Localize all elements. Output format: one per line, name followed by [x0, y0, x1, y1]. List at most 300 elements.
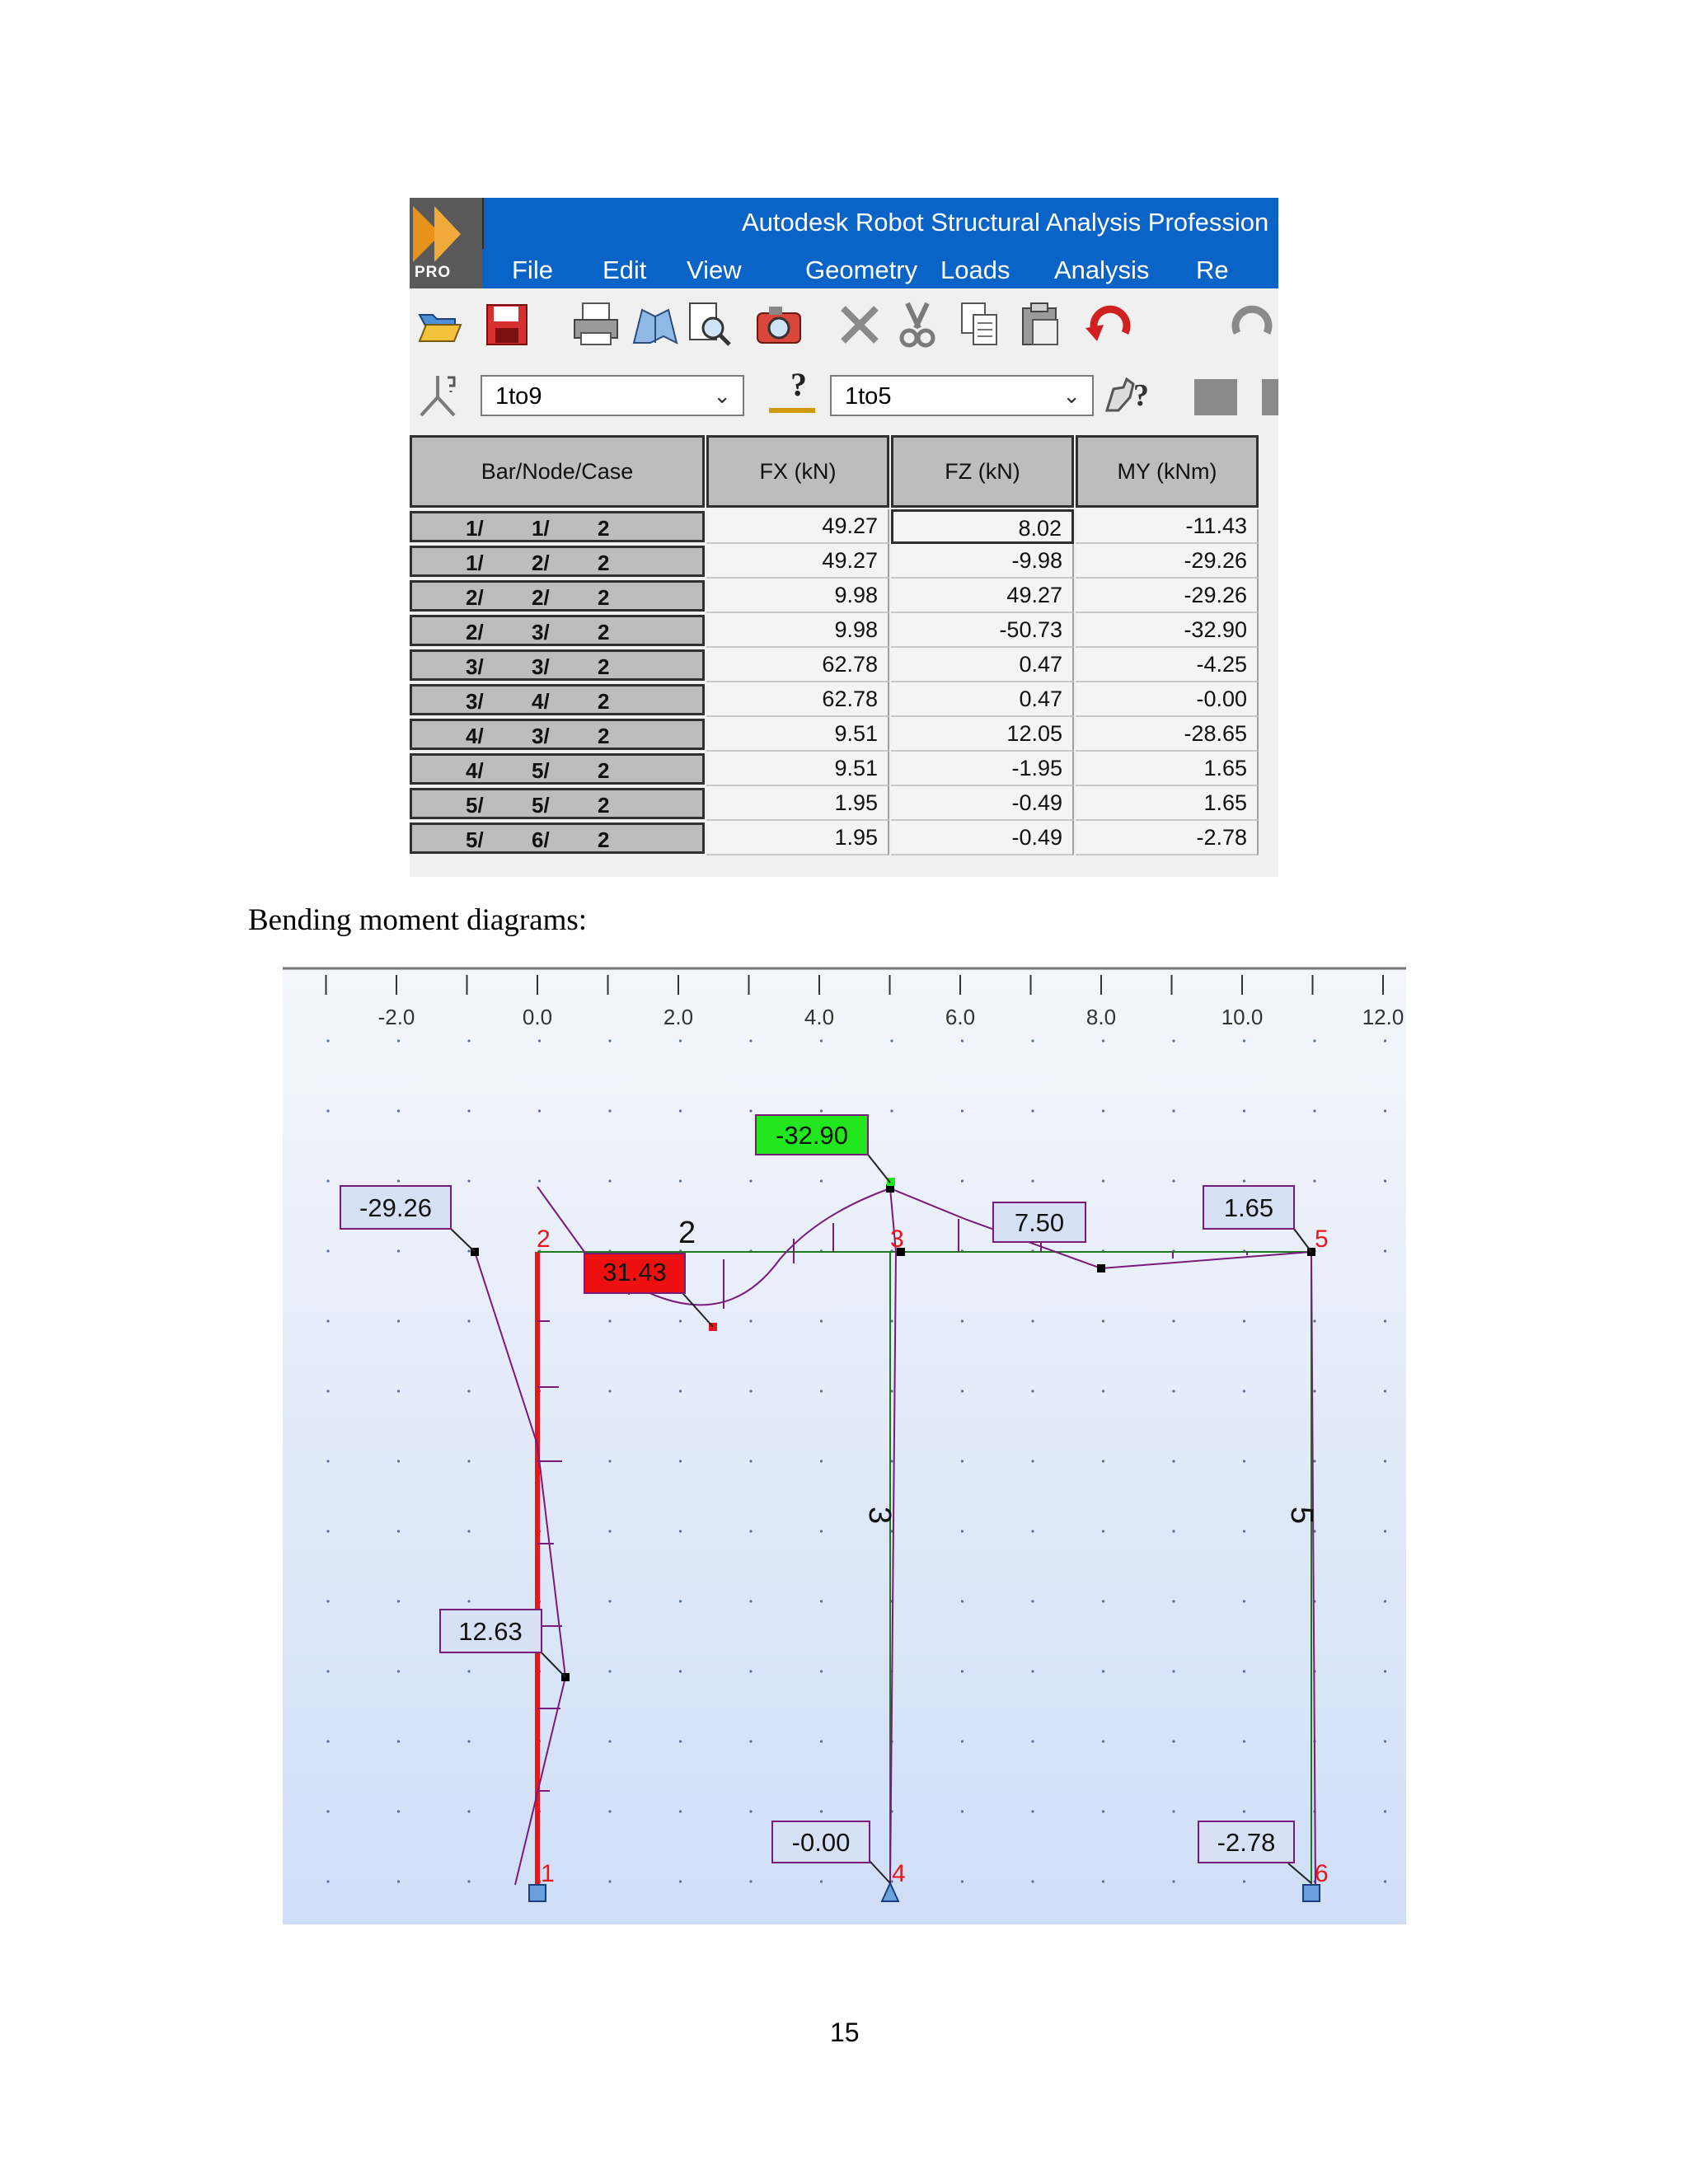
grid-dot [961, 1179, 964, 1182]
camera-icon[interactable] [754, 300, 804, 349]
grid-dot [749, 1109, 752, 1112]
diagram-background [283, 967, 1406, 1924]
value-label[interactable] [772, 1821, 870, 1863]
grid-dot [397, 1530, 400, 1532]
undo-icon[interactable] [1084, 300, 1133, 349]
ruler-tick-label: 4.0 [804, 1005, 835, 1029]
menu-geometry[interactable]: Geometry [805, 255, 918, 284]
grid-dot [397, 1039, 400, 1042]
caption: Bending moment diagrams: [248, 903, 588, 937]
help-hand-icon[interactable] [1102, 373, 1155, 419]
grid-dot [1031, 1810, 1034, 1812]
grid-dot [1031, 1740, 1034, 1742]
grid-dot [467, 1670, 470, 1672]
grid-dot [1243, 1460, 1245, 1462]
node-label: 3 [890, 1226, 904, 1253]
grid-dot [467, 1109, 470, 1112]
grid-dot [820, 1880, 823, 1882]
grid-dot [1172, 1810, 1175, 1812]
bars-selection-value: 1to9 [495, 383, 542, 410]
svg-text:-2.78: -2.78 [1217, 1828, 1276, 1857]
fz-cell[interactable]: -0.49 [891, 821, 1074, 855]
grid-dot [679, 1109, 682, 1112]
row-header[interactable]: 4/ 3/ 2 [410, 719, 705, 750]
grid-dot [961, 1810, 964, 1812]
grid-dot [1384, 1670, 1386, 1672]
grid-dot [1102, 1530, 1104, 1532]
fz-cell[interactable]: 12.05 [891, 717, 1074, 752]
grid-dot [1172, 1390, 1175, 1392]
grid-dot [326, 1179, 329, 1182]
grid-dot [326, 1460, 329, 1462]
grid-dot [467, 1600, 470, 1602]
grid-dot [820, 1039, 823, 1042]
svg-text:1.65: 1.65 [1223, 1193, 1274, 1222]
ruler-tick-label: 8.0 [1085, 1005, 1117, 1029]
grid-dot [1384, 1109, 1386, 1112]
grid-dot [679, 1670, 682, 1672]
grid-dot [679, 1319, 682, 1322]
grid-dot [961, 1530, 964, 1532]
grid-dot [467, 1880, 470, 1882]
grid-dot [961, 1390, 964, 1392]
ruler-tick-label: -2.0 [377, 1005, 415, 1029]
my-cell[interactable]: 1.65 [1076, 786, 1259, 821]
node-label: 4 [892, 1860, 906, 1887]
svg-text:?: ? [1133, 378, 1149, 413]
grid-dot [1102, 1179, 1104, 1182]
grid-dot [1031, 1179, 1034, 1182]
row-header[interactable]: 3/ 3/ 2 [410, 649, 705, 681]
node-label: 2 [537, 1226, 551, 1253]
fz-cell[interactable]: -0.49 [891, 786, 1074, 821]
menu-edit[interactable]: Edit [603, 255, 647, 284]
grid-dot [1031, 1670, 1034, 1672]
grid-dot [1384, 1460, 1386, 1462]
fx-cell[interactable]: 1.95 [706, 821, 889, 855]
grid-dot [749, 1179, 752, 1182]
svg-text:-29.26: -29.26 [359, 1193, 432, 1222]
menu-file[interactable]: File [512, 255, 553, 284]
fz-cell[interactable]: 8.02 [891, 509, 1074, 544]
row-header[interactable]: 5/ 6/ 2 [410, 823, 705, 854]
bar-label: 2 [678, 1216, 696, 1250]
results-table [410, 435, 1278, 877]
grid-dot [608, 1670, 611, 1672]
grid-dot [820, 1319, 823, 1322]
row-header[interactable]: 2/ 3/ 2 [410, 615, 705, 646]
table-row[interactable] [410, 613, 1278, 648]
value-label[interactable] [340, 1186, 451, 1229]
fz-cell[interactable]: 49.27 [891, 579, 1074, 613]
grid-dot [961, 1109, 964, 1112]
svg-text:12.63: 12.63 [458, 1617, 523, 1646]
fx-cell[interactable]: 49.27 [706, 544, 889, 579]
print-icon[interactable] [571, 300, 621, 349]
grid-dot [1243, 1039, 1245, 1042]
grid-dot [1102, 1319, 1104, 1322]
grid-dot [326, 1670, 329, 1672]
value-label[interactable] [993, 1202, 1085, 1242]
my-cell[interactable]: -11.43 [1076, 509, 1259, 544]
ruler-tick-label: 10.0 [1221, 1005, 1264, 1029]
print-preview-icon[interactable] [631, 300, 680, 349]
grid-dot [820, 1530, 823, 1532]
value-label[interactable] [440, 1610, 542, 1652]
grid-dot [961, 1039, 964, 1042]
grid-dot [608, 1390, 611, 1392]
grid-dot [608, 1880, 611, 1882]
grid-dot [1313, 1460, 1315, 1462]
svg-text:31.43: 31.43 [603, 1258, 667, 1286]
grid-dot [749, 1530, 752, 1532]
row-header[interactable]: 5/ 5/ 2 [410, 788, 705, 819]
cases-selection-value: 1to5 [845, 383, 892, 410]
svg-text:7.50: 7.50 [1014, 1208, 1065, 1237]
value-label-max[interactable] [756, 1115, 868, 1155]
row-header[interactable]: 1/ 2/ 2 [410, 546, 705, 577]
col-header-bar-node-case[interactable]: Bar/Node/Case [410, 435, 705, 508]
table-row[interactable] [410, 717, 1278, 752]
open-icon[interactable] [415, 300, 464, 349]
grid-dot [961, 1670, 964, 1672]
grid-dot [326, 1530, 329, 1532]
grid-dot [1243, 1880, 1245, 1882]
fx-cell[interactable]: 1.95 [706, 786, 889, 821]
svg-text:?: ? [790, 369, 807, 403]
grid-dot [397, 1810, 400, 1812]
row-header[interactable]: 4/ 5/ 2 [410, 753, 705, 785]
grid-dot [961, 1880, 964, 1882]
grid-dot [467, 1319, 470, 1322]
my-cell[interactable]: -29.26 [1076, 579, 1259, 613]
grid-dot [1243, 1109, 1245, 1112]
grid-dot [1102, 1390, 1104, 1392]
grid-dot [1384, 1179, 1386, 1182]
grid-dot [1243, 1390, 1245, 1392]
logo-text: PRO [415, 264, 452, 281]
grid-dot [1102, 1810, 1104, 1812]
my-cell[interactable]: -4.25 [1076, 648, 1259, 682]
grid-dot [749, 1039, 752, 1042]
my-cell[interactable]: -0.00 [1076, 682, 1259, 717]
grid-dot [1313, 1319, 1315, 1322]
copy-icon[interactable] [955, 300, 1005, 349]
grid-dot [1243, 1740, 1245, 1742]
table-row[interactable] [410, 544, 1278, 579]
grid-dot [749, 1740, 752, 1742]
grid-dot [820, 1600, 823, 1602]
fx-cell[interactable]: 49.27 [706, 509, 889, 544]
case-selection-icon[interactable] [766, 369, 818, 420]
grid-dot [890, 1109, 893, 1112]
grid-dot [397, 1109, 400, 1112]
title-bar [410, 198, 1278, 249]
grid-dot [749, 1390, 752, 1392]
grid-dot [1102, 1600, 1104, 1602]
grid-dot [1031, 1390, 1034, 1392]
table-row[interactable] [410, 682, 1278, 717]
grid-dot [1172, 1530, 1175, 1532]
value-label[interactable] [1203, 1186, 1294, 1229]
grid-dot [890, 1039, 893, 1042]
grid-dot [1102, 1880, 1104, 1882]
grid-dot [1243, 1319, 1245, 1322]
grid-dot [679, 1880, 682, 1882]
bars-selection-combo[interactable] [481, 375, 744, 416]
support-node-6[interactable] [1303, 1885, 1320, 1901]
grid-dot [608, 1810, 611, 1812]
fz-cell[interactable]: 0.47 [891, 648, 1074, 682]
grid-dot [679, 1039, 682, 1042]
grid-dot [1102, 1109, 1104, 1112]
grid-dot [326, 1740, 329, 1742]
grid-dot [1384, 1319, 1386, 1322]
grid-dot [1384, 1810, 1386, 1812]
grid-dot [749, 1319, 752, 1322]
grid-dot [749, 1810, 752, 1812]
grid-dot [1172, 1880, 1175, 1882]
grid-dot [326, 1880, 329, 1882]
my-cell[interactable]: -32.90 [1076, 613, 1259, 648]
delete-icon[interactable] [835, 300, 884, 349]
value-label[interactable] [1198, 1821, 1294, 1863]
redo-icon[interactable] [1229, 300, 1278, 349]
grid-dot [1243, 1670, 1245, 1672]
robot-logo[interactable] [410, 198, 484, 288]
grid-dot [1243, 1179, 1245, 1182]
grid-dot [326, 1039, 329, 1042]
fx-cell[interactable]: 9.98 [706, 579, 889, 613]
grid-dot [1031, 1109, 1034, 1112]
fx-cell[interactable]: 9.51 [706, 752, 889, 786]
fx-cell[interactable]: 62.78 [706, 648, 889, 682]
grid-dot [608, 1600, 611, 1602]
grid-dot [608, 1039, 611, 1042]
col-header-fz[interactable]: FZ (kN) [891, 435, 1074, 508]
grid-dot [820, 1179, 823, 1182]
grid-dot [397, 1249, 400, 1252]
grid-dot [1102, 1460, 1104, 1462]
row-header[interactable]: 3/ 4/ 2 [410, 684, 705, 715]
grid-dot [1031, 1880, 1034, 1882]
value-label-min[interactable] [584, 1254, 685, 1293]
grid-dot [679, 1390, 682, 1392]
screen-capture-icon[interactable] [685, 300, 734, 349]
grid-dot [961, 1460, 964, 1462]
fz-cell[interactable]: -1.95 [891, 752, 1074, 786]
grid-dot [1313, 1179, 1315, 1182]
fx-cell[interactable]: 9.51 [706, 717, 889, 752]
grid-dot [608, 1740, 611, 1742]
bar-label: 3 [862, 1507, 897, 1525]
grid-dot [679, 1530, 682, 1532]
grid-dot [749, 1670, 752, 1672]
grid-dot [467, 1039, 470, 1042]
grid-dot [1243, 1530, 1245, 1532]
grid-dot [1172, 1179, 1175, 1182]
grid-dot [467, 1740, 470, 1742]
svg-text:-32.90: -32.90 [776, 1121, 848, 1150]
main-toolbar [410, 288, 1278, 358]
grid-dot [1313, 1390, 1315, 1392]
grid-dot [1172, 1460, 1175, 1462]
grid-dot [467, 1249, 470, 1252]
grid-dot [820, 1390, 823, 1392]
grid-dot [538, 1179, 541, 1182]
robot-window [410, 198, 1278, 877]
grid-dot [1384, 1039, 1386, 1042]
grid-dot [326, 1109, 329, 1112]
grid-dot [961, 1740, 964, 1742]
grid-dot [1172, 1109, 1175, 1112]
grid-dot [820, 1460, 823, 1462]
table-row[interactable] [410, 648, 1278, 682]
fx-cell[interactable]: 62.78 [706, 682, 889, 717]
grid-dot [397, 1319, 400, 1322]
grid-dot [538, 1039, 541, 1042]
grid-dot [397, 1390, 400, 1392]
grid-dot [1384, 1390, 1386, 1392]
grid-dot [1031, 1039, 1034, 1042]
save-icon[interactable] [482, 300, 532, 349]
menu-analysis[interactable]: Analysis [1054, 255, 1150, 284]
grid-dot [679, 1460, 682, 1462]
paste-icon[interactable] [1016, 300, 1066, 349]
grid-dot [820, 1810, 823, 1812]
grid-dot [538, 1109, 541, 1112]
toolbar-button[interactable] [1262, 379, 1278, 415]
grid-dot [1031, 1600, 1034, 1602]
grid-dot [820, 1740, 823, 1742]
bar-label: 5 [1284, 1507, 1319, 1525]
node-label: 6 [1315, 1860, 1329, 1887]
grid-dot [1384, 1880, 1386, 1882]
menu-results[interactable]: Re [1196, 255, 1229, 284]
grid-dot [326, 1249, 329, 1252]
menu-bar [482, 249, 1278, 288]
row-header[interactable]: 1/ 1/ 2 [410, 511, 705, 542]
grid-dot [608, 1319, 611, 1322]
grid-dot [326, 1600, 329, 1602]
table-row[interactable] [410, 509, 1278, 544]
selection-toolbar [410, 361, 1278, 427]
grid-dot [397, 1179, 400, 1182]
fz-cell[interactable]: -9.98 [891, 544, 1074, 579]
grid-dot [1384, 1740, 1386, 1742]
table-row[interactable] [410, 786, 1278, 821]
ruler-tick-label: 2.0 [663, 1005, 694, 1029]
grid-dot [1384, 1600, 1386, 1602]
menu-loads[interactable]: Loads [940, 255, 1010, 284]
menu-view[interactable]: View [687, 255, 742, 284]
grid-dot [1031, 1530, 1034, 1532]
svg-text:-0.00: -0.00 [791, 1828, 851, 1857]
ruler-tick-label: 6.0 [945, 1005, 976, 1029]
grid-dot [397, 1600, 400, 1602]
table-row[interactable] [410, 579, 1278, 613]
grid-dot [608, 1109, 611, 1112]
grid-dot [679, 1810, 682, 1812]
grid-dot [1102, 1670, 1104, 1672]
my-cell[interactable]: -29.26 [1076, 544, 1259, 579]
chevron-down-icon[interactable]: ⌄ [713, 383, 731, 408]
grid-dot [1031, 1460, 1034, 1462]
page-number: 15 [830, 2018, 860, 2047]
grid-dot [326, 1390, 329, 1392]
grid-dot [1384, 1249, 1386, 1252]
grid-dot [961, 1600, 964, 1602]
grid-dot [467, 1390, 470, 1392]
support-node-1[interactable] [529, 1885, 546, 1901]
grid-dot [397, 1670, 400, 1672]
grid-dot [1172, 1740, 1175, 1742]
fx-cell[interactable]: 9.98 [706, 613, 889, 648]
grid-dot [820, 1109, 823, 1112]
grid-dot [1384, 1530, 1386, 1532]
grid-dot [679, 1740, 682, 1742]
grid-dot [467, 1179, 470, 1182]
cut-icon[interactable] [893, 300, 942, 349]
my-cell[interactable]: 1.65 [1076, 752, 1259, 786]
my-cell[interactable]: -2.78 [1076, 821, 1259, 855]
fz-cell[interactable]: 0.47 [891, 682, 1074, 717]
my-cell[interactable]: -28.65 [1076, 717, 1259, 752]
grid-dot [467, 1810, 470, 1812]
row-header[interactable]: 2/ 2/ 2 [410, 580, 705, 612]
ruler-tick-label: 12.0 [1362, 1005, 1404, 1029]
grid-dot [397, 1880, 400, 1882]
grid-dot [397, 1740, 400, 1742]
table-row[interactable] [410, 821, 1278, 855]
cases-selection-combo[interactable] [830, 375, 1094, 416]
chevron-down-icon[interactable]: ⌄ [1062, 383, 1081, 408]
grid-dot [326, 1319, 329, 1322]
col-header-my[interactable]: MY (kNm) [1076, 435, 1259, 508]
grid-dot [1102, 1039, 1104, 1042]
toolbar-button[interactable] [1194, 379, 1237, 415]
fz-cell[interactable]: -50.73 [891, 613, 1074, 648]
grid-dot [467, 1460, 470, 1462]
grid-dot [1172, 1670, 1175, 1672]
grid-dot [1243, 1600, 1245, 1602]
grid-dot [608, 1530, 611, 1532]
grid-dot [1313, 1109, 1315, 1112]
grid-dot [1031, 1319, 1034, 1322]
marker [1097, 1264, 1105, 1272]
grid-dot [679, 1179, 682, 1182]
grid-dot [749, 1880, 752, 1882]
node-label: 1 [541, 1860, 555, 1887]
bending-moment-diagram[interactable] [283, 967, 1406, 1924]
grid-dot [608, 1179, 611, 1182]
grid-dot [1243, 1810, 1245, 1812]
grid-dot [679, 1600, 682, 1602]
grid-dot [749, 1460, 752, 1462]
bar-selection-icon[interactable] [415, 373, 461, 419]
grid-dot [749, 1600, 752, 1602]
node-label: 5 [1315, 1226, 1329, 1253]
grid-dot [1313, 1039, 1315, 1042]
grid-dot [397, 1460, 400, 1462]
grid-dot [467, 1530, 470, 1532]
grid-dot [1172, 1600, 1175, 1602]
grid-dot [1172, 1319, 1175, 1322]
grid-dot [1172, 1039, 1175, 1042]
grid-dot [820, 1670, 823, 1672]
col-header-fx[interactable]: FX (kN) [706, 435, 889, 508]
table-row[interactable] [410, 752, 1278, 786]
